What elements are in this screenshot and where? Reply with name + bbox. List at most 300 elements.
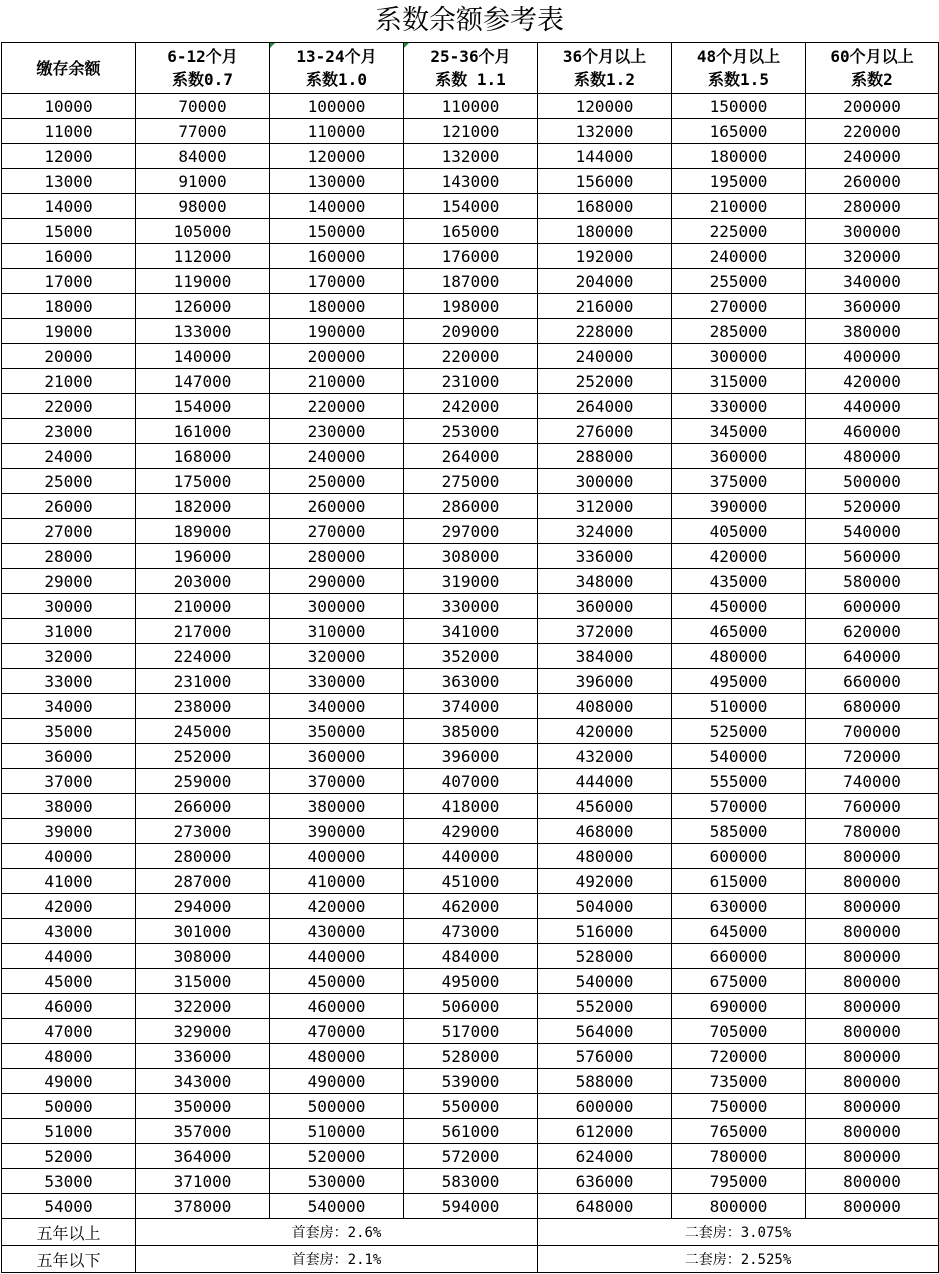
loan-amount-cell[interactable]: 800000 [806,919,939,944]
loan-amount-cell[interactable]: 506000 [404,994,538,1019]
loan-amount-cell[interactable]: 396000 [538,669,672,694]
loan-amount-cell[interactable]: 144000 [538,144,672,169]
balance-cell[interactable]: 30000 [2,594,136,619]
balance-cell[interactable]: 37000 [2,769,136,794]
loan-amount-cell[interactable]: 800000 [672,1194,806,1219]
balance-cell[interactable]: 45000 [2,969,136,994]
loan-amount-cell[interactable]: 200000 [270,344,404,369]
loan-amount-cell[interactable]: 270000 [672,294,806,319]
balance-cell[interactable]: 39000 [2,819,136,844]
loan-amount-cell[interactable]: 133000 [136,319,270,344]
balance-cell[interactable]: 27000 [2,519,136,544]
loan-amount-cell[interactable]: 528000 [538,944,672,969]
loan-amount-cell[interactable]: 735000 [672,1069,806,1094]
loan-amount-cell[interactable]: 525000 [672,719,806,744]
loan-amount-cell[interactable]: 800000 [806,944,939,969]
loan-amount-cell[interactable]: 357000 [136,1119,270,1144]
loan-amount-cell[interactable]: 456000 [538,794,672,819]
loan-amount-cell[interactable]: 540000 [672,744,806,769]
loan-amount-cell[interactable]: 520000 [806,494,939,519]
loan-amount-cell[interactable]: 660000 [806,669,939,694]
loan-amount-cell[interactable]: 517000 [404,1019,538,1044]
loan-amount-cell[interactable]: 800000 [806,869,939,894]
loan-amount-cell[interactable]: 324000 [538,519,672,544]
footer-label[interactable]: 五年以上 [2,1219,136,1246]
loan-amount-cell[interactable]: 516000 [538,919,672,944]
loan-amount-cell[interactable]: 372000 [538,619,672,644]
loan-amount-cell[interactable]: 276000 [538,419,672,444]
footer-label[interactable]: 五年以下 [2,1246,136,1273]
loan-amount-cell[interactable]: 780000 [806,819,939,844]
loan-amount-cell[interactable]: 252000 [538,369,672,394]
loan-amount-cell[interactable]: 583000 [404,1169,538,1194]
loan-amount-cell[interactable]: 98000 [136,194,270,219]
loan-amount-cell[interactable]: 220000 [404,344,538,369]
loan-amount-cell[interactable]: 385000 [404,719,538,744]
loan-amount-cell[interactable]: 301000 [136,919,270,944]
loan-amount-cell[interactable]: 330000 [672,394,806,419]
loan-amount-cell[interactable]: 290000 [270,569,404,594]
header-col-6[interactable]: 60个月以上 系数2 [806,43,939,94]
balance-cell[interactable]: 28000 [2,544,136,569]
balance-cell[interactable]: 53000 [2,1169,136,1194]
loan-amount-cell[interactable]: 308000 [136,944,270,969]
loan-amount-cell[interactable]: 280000 [136,844,270,869]
loan-amount-cell[interactable]: 460000 [270,994,404,1019]
loan-amount-cell[interactable]: 204000 [538,269,672,294]
loan-amount-cell[interactable]: 343000 [136,1069,270,1094]
loan-amount-cell[interactable]: 600000 [672,844,806,869]
loan-amount-cell[interactable]: 220000 [806,119,939,144]
loan-amount-cell[interactable]: 408000 [538,694,672,719]
second-home-rate[interactable]: 二套房：2.525% [538,1246,939,1273]
loan-amount-cell[interactable]: 260000 [806,169,939,194]
loan-amount-cell[interactable]: 105000 [136,219,270,244]
loan-amount-cell[interactable]: 680000 [806,694,939,719]
loan-amount-cell[interactable]: 192000 [538,244,672,269]
loan-amount-cell[interactable]: 396000 [404,744,538,769]
balance-cell[interactable]: 13000 [2,169,136,194]
loan-amount-cell[interactable]: 224000 [136,644,270,669]
loan-amount-cell[interactable]: 720000 [806,744,939,769]
loan-amount-cell[interactable]: 720000 [672,1044,806,1069]
loan-amount-cell[interactable]: 400000 [270,844,404,869]
loan-amount-cell[interactable]: 84000 [136,144,270,169]
loan-amount-cell[interactable]: 154000 [404,194,538,219]
loan-amount-cell[interactable]: 312000 [538,494,672,519]
loan-amount-cell[interactable]: 780000 [672,1144,806,1169]
loan-amount-cell[interactable]: 800000 [806,894,939,919]
loan-amount-cell[interactable]: 460000 [806,419,939,444]
balance-cell[interactable]: 35000 [2,719,136,744]
loan-amount-cell[interactable]: 800000 [806,1169,939,1194]
loan-amount-cell[interactable]: 420000 [538,719,672,744]
balance-cell[interactable]: 44000 [2,944,136,969]
loan-amount-cell[interactable]: 576000 [538,1044,672,1069]
loan-amount-cell[interactable]: 510000 [672,694,806,719]
loan-amount-cell[interactable]: 380000 [806,319,939,344]
loan-amount-cell[interactable]: 198000 [404,294,538,319]
loan-amount-cell[interactable]: 330000 [270,669,404,694]
loan-amount-cell[interactable]: 540000 [806,519,939,544]
loan-amount-cell[interactable]: 570000 [672,794,806,819]
loan-amount-cell[interactable]: 190000 [270,319,404,344]
loan-amount-cell[interactable]: 329000 [136,1019,270,1044]
balance-cell[interactable]: 24000 [2,444,136,469]
loan-amount-cell[interactable]: 500000 [806,469,939,494]
loan-amount-cell[interactable]: 572000 [404,1144,538,1169]
loan-amount-cell[interactable]: 760000 [806,794,939,819]
loan-amount-cell[interactable]: 242000 [404,394,538,419]
loan-amount-cell[interactable]: 240000 [538,344,672,369]
loan-amount-cell[interactable]: 300000 [270,594,404,619]
loan-amount-cell[interactable]: 150000 [672,94,806,119]
loan-amount-cell[interactable]: 371000 [136,1169,270,1194]
balance-cell[interactable]: 12000 [2,144,136,169]
loan-amount-cell[interactable]: 253000 [404,419,538,444]
loan-amount-cell[interactable]: 250000 [270,469,404,494]
loan-amount-cell[interactable]: 800000 [806,969,939,994]
loan-amount-cell[interactable]: 182000 [136,494,270,519]
loan-amount-cell[interactable]: 490000 [270,1069,404,1094]
loan-amount-cell[interactable]: 800000 [806,1094,939,1119]
loan-amount-cell[interactable]: 70000 [136,94,270,119]
loan-amount-cell[interactable]: 705000 [672,1019,806,1044]
loan-amount-cell[interactable]: 252000 [136,744,270,769]
balance-cell[interactable]: 32000 [2,644,136,669]
loan-amount-cell[interactable]: 405000 [672,519,806,544]
loan-amount-cell[interactable]: 245000 [136,719,270,744]
loan-amount-cell[interactable]: 480000 [672,644,806,669]
loan-amount-cell[interactable]: 147000 [136,369,270,394]
loan-amount-cell[interactable]: 374000 [404,694,538,719]
loan-amount-cell[interactable]: 180000 [672,144,806,169]
loan-amount-cell[interactable]: 468000 [538,819,672,844]
loan-amount-cell[interactable]: 300000 [806,219,939,244]
loan-amount-cell[interactable]: 120000 [538,94,672,119]
loan-amount-cell[interactable]: 430000 [270,919,404,944]
loan-amount-cell[interactable]: 435000 [672,569,806,594]
loan-amount-cell[interactable]: 270000 [270,519,404,544]
loan-amount-cell[interactable]: 240000 [672,244,806,269]
loan-amount-cell[interactable]: 210000 [270,369,404,394]
loan-amount-cell[interactable]: 561000 [404,1119,538,1144]
loan-amount-cell[interactable]: 132000 [404,144,538,169]
loan-amount-cell[interactable]: 588000 [538,1069,672,1094]
balance-cell[interactable]: 17000 [2,269,136,294]
loan-amount-cell[interactable]: 795000 [672,1169,806,1194]
loan-amount-cell[interactable]: 800000 [806,1119,939,1144]
loan-amount-cell[interactable]: 560000 [806,544,939,569]
loan-amount-cell[interactable]: 175000 [136,469,270,494]
balance-cell[interactable]: 52000 [2,1144,136,1169]
loan-amount-cell[interactable]: 540000 [270,1194,404,1219]
loan-amount-cell[interactable]: 288000 [538,444,672,469]
loan-amount-cell[interactable]: 210000 [136,594,270,619]
loan-amount-cell[interactable]: 360000 [672,444,806,469]
loan-amount-cell[interactable]: 800000 [806,1194,939,1219]
loan-amount-cell[interactable]: 112000 [136,244,270,269]
loan-amount-cell[interactable]: 217000 [136,619,270,644]
loan-amount-cell[interactable]: 322000 [136,994,270,1019]
loan-amount-cell[interactable]: 585000 [672,819,806,844]
loan-amount-cell[interactable]: 510000 [270,1119,404,1144]
loan-amount-cell[interactable]: 168000 [538,194,672,219]
loan-amount-cell[interactable]: 180000 [270,294,404,319]
loan-amount-cell[interactable]: 450000 [672,594,806,619]
loan-amount-cell[interactable]: 285000 [672,319,806,344]
loan-amount-cell[interactable]: 119000 [136,269,270,294]
loan-amount-cell[interactable]: 432000 [538,744,672,769]
loan-amount-cell[interactable]: 800000 [806,994,939,1019]
loan-amount-cell[interactable]: 495000 [404,969,538,994]
balance-cell[interactable]: 21000 [2,369,136,394]
loan-amount-cell[interactable]: 255000 [672,269,806,294]
balance-cell[interactable]: 18000 [2,294,136,319]
loan-amount-cell[interactable]: 360000 [806,294,939,319]
loan-amount-cell[interactable]: 210000 [672,194,806,219]
loan-amount-cell[interactable]: 161000 [136,419,270,444]
loan-amount-cell[interactable]: 280000 [806,194,939,219]
loan-amount-cell[interactable]: 220000 [270,394,404,419]
loan-amount-cell[interactable]: 287000 [136,869,270,894]
header-col-3[interactable]: 25-36个月 系数 1.1 [404,43,538,94]
loan-amount-cell[interactable]: 126000 [136,294,270,319]
loan-amount-cell[interactable]: 740000 [806,769,939,794]
loan-amount-cell[interactable]: 330000 [404,594,538,619]
loan-amount-cell[interactable]: 504000 [538,894,672,919]
loan-amount-cell[interactable]: 440000 [806,394,939,419]
loan-amount-cell[interactable]: 240000 [806,144,939,169]
loan-amount-cell[interactable]: 209000 [404,319,538,344]
balance-cell[interactable]: 47000 [2,1019,136,1044]
loan-amount-cell[interactable]: 120000 [270,144,404,169]
balance-cell[interactable]: 40000 [2,844,136,869]
loan-amount-cell[interactable]: 420000 [270,894,404,919]
balance-cell[interactable]: 26000 [2,494,136,519]
loan-amount-cell[interactable]: 160000 [270,244,404,269]
loan-amount-cell[interactable]: 364000 [136,1144,270,1169]
balance-cell[interactable]: 46000 [2,994,136,1019]
balance-cell[interactable]: 14000 [2,194,136,219]
loan-amount-cell[interactable]: 350000 [136,1094,270,1119]
loan-amount-cell[interactable]: 154000 [136,394,270,419]
loan-amount-cell[interactable]: 450000 [270,969,404,994]
loan-amount-cell[interactable]: 231000 [136,669,270,694]
loan-amount-cell[interactable]: 473000 [404,919,538,944]
balance-cell[interactable]: 54000 [2,1194,136,1219]
loan-amount-cell[interactable]: 612000 [538,1119,672,1144]
first-home-rate[interactable]: 首套房：2.6% [136,1219,538,1246]
loan-amount-cell[interactable]: 300000 [672,344,806,369]
loan-amount-cell[interactable]: 130000 [270,169,404,194]
balance-cell[interactable]: 16000 [2,244,136,269]
loan-amount-cell[interactable]: 492000 [538,869,672,894]
loan-amount-cell[interactable]: 216000 [538,294,672,319]
loan-amount-cell[interactable]: 645000 [672,919,806,944]
balance-cell[interactable]: 23000 [2,419,136,444]
loan-amount-cell[interactable]: 462000 [404,894,538,919]
loan-amount-cell[interactable]: 165000 [672,119,806,144]
loan-amount-cell[interactable]: 540000 [538,969,672,994]
loan-amount-cell[interactable]: 418000 [404,794,538,819]
loan-amount-cell[interactable]: 480000 [270,1044,404,1069]
loan-amount-cell[interactable]: 140000 [136,344,270,369]
balance-cell[interactable]: 31000 [2,619,136,644]
loan-amount-cell[interactable]: 552000 [538,994,672,1019]
loan-amount-cell[interactable]: 91000 [136,169,270,194]
loan-amount-cell[interactable]: 480000 [806,444,939,469]
loan-amount-cell[interactable]: 440000 [270,944,404,969]
loan-amount-cell[interactable]: 259000 [136,769,270,794]
loan-amount-cell[interactable]: 690000 [672,994,806,1019]
loan-amount-cell[interactable]: 390000 [672,494,806,519]
loan-amount-cell[interactable]: 480000 [538,844,672,869]
loan-amount-cell[interactable]: 384000 [538,644,672,669]
balance-cell[interactable]: 34000 [2,694,136,719]
loan-amount-cell[interactable]: 465000 [672,619,806,644]
loan-amount-cell[interactable]: 320000 [270,644,404,669]
loan-amount-cell[interactable]: 180000 [538,219,672,244]
loan-amount-cell[interactable]: 340000 [806,269,939,294]
loan-amount-cell[interactable]: 348000 [538,569,672,594]
loan-amount-cell[interactable]: 308000 [404,544,538,569]
loan-amount-cell[interactable]: 495000 [672,669,806,694]
loan-amount-cell[interactable]: 380000 [270,794,404,819]
balance-cell[interactable]: 11000 [2,119,136,144]
loan-amount-cell[interactable]: 203000 [136,569,270,594]
first-home-rate[interactable]: 首套房：2.1% [136,1246,538,1273]
balance-cell[interactable]: 25000 [2,469,136,494]
loan-amount-cell[interactable]: 140000 [270,194,404,219]
loan-amount-cell[interactable]: 238000 [136,694,270,719]
loan-amount-cell[interactable]: 350000 [270,719,404,744]
loan-amount-cell[interactable]: 280000 [270,544,404,569]
balance-cell[interactable]: 43000 [2,919,136,944]
loan-amount-cell[interactable]: 700000 [806,719,939,744]
loan-amount-cell[interactable]: 132000 [538,119,672,144]
loan-amount-cell[interactable]: 230000 [270,419,404,444]
loan-amount-cell[interactable]: 390000 [270,819,404,844]
loan-amount-cell[interactable]: 500000 [270,1094,404,1119]
balance-cell[interactable]: 49000 [2,1069,136,1094]
header-col-2[interactable]: 13-24个月 系数1.0 [270,43,404,94]
balance-cell[interactable]: 19000 [2,319,136,344]
loan-amount-cell[interactable]: 315000 [136,969,270,994]
loan-amount-cell[interactable]: 444000 [538,769,672,794]
loan-amount-cell[interactable]: 336000 [136,1044,270,1069]
loan-amount-cell[interactable]: 594000 [404,1194,538,1219]
loan-amount-cell[interactable]: 363000 [404,669,538,694]
balance-cell[interactable]: 29000 [2,569,136,594]
loan-amount-cell[interactable]: 320000 [806,244,939,269]
loan-amount-cell[interactable]: 539000 [404,1069,538,1094]
loan-amount-cell[interactable]: 225000 [672,219,806,244]
loan-amount-cell[interactable]: 143000 [404,169,538,194]
loan-amount-cell[interactable]: 370000 [270,769,404,794]
balance-cell[interactable]: 20000 [2,344,136,369]
balance-cell[interactable]: 38000 [2,794,136,819]
balance-cell[interactable]: 51000 [2,1119,136,1144]
loan-amount-cell[interactable]: 800000 [806,844,939,869]
loan-amount-cell[interactable]: 360000 [270,744,404,769]
loan-amount-cell[interactable]: 640000 [806,644,939,669]
loan-amount-cell[interactable]: 800000 [806,1044,939,1069]
loan-amount-cell[interactable]: 240000 [270,444,404,469]
loan-amount-cell[interactable]: 440000 [404,844,538,869]
balance-cell[interactable]: 15000 [2,219,136,244]
loan-amount-cell[interactable]: 470000 [270,1019,404,1044]
loan-amount-cell[interactable]: 530000 [270,1169,404,1194]
loan-amount-cell[interactable]: 264000 [404,444,538,469]
header-col-5[interactable]: 48个月以上 系数1.5 [672,43,806,94]
loan-amount-cell[interactable]: 168000 [136,444,270,469]
balance-cell[interactable]: 10000 [2,94,136,119]
header-col-4[interactable]: 36个月以上 系数1.2 [538,43,672,94]
loan-amount-cell[interactable]: 636000 [538,1169,672,1194]
loan-amount-cell[interactable]: 165000 [404,219,538,244]
loan-amount-cell[interactable]: 187000 [404,269,538,294]
loan-amount-cell[interactable]: 620000 [806,619,939,644]
loan-amount-cell[interactable]: 555000 [672,769,806,794]
second-home-rate[interactable]: 二套房：3.075% [538,1219,939,1246]
loan-amount-cell[interactable]: 176000 [404,244,538,269]
loan-amount-cell[interactable]: 266000 [136,794,270,819]
header-col-1[interactable]: 6-12个月 系数0.7 [136,43,270,94]
loan-amount-cell[interactable]: 341000 [404,619,538,644]
loan-amount-cell[interactable]: 550000 [404,1094,538,1119]
loan-amount-cell[interactable]: 410000 [270,869,404,894]
balance-cell[interactable]: 42000 [2,894,136,919]
loan-amount-cell[interactable]: 360000 [538,594,672,619]
loan-amount-cell[interactable]: 340000 [270,694,404,719]
loan-amount-cell[interactable]: 195000 [672,169,806,194]
loan-amount-cell[interactable]: 648000 [538,1194,672,1219]
loan-amount-cell[interactable]: 580000 [806,569,939,594]
balance-cell[interactable]: 22000 [2,394,136,419]
loan-amount-cell[interactable]: 600000 [806,594,939,619]
loan-amount-cell[interactable]: 196000 [136,544,270,569]
loan-amount-cell[interactable]: 156000 [538,169,672,194]
balance-cell[interactable]: 48000 [2,1044,136,1069]
balance-cell[interactable]: 41000 [2,869,136,894]
loan-amount-cell[interactable]: 520000 [270,1144,404,1169]
loan-amount-cell[interactable]: 378000 [136,1194,270,1219]
loan-amount-cell[interactable]: 624000 [538,1144,672,1169]
loan-amount-cell[interactable]: 228000 [538,319,672,344]
loan-amount-cell[interactable]: 319000 [404,569,538,594]
loan-amount-cell[interactable]: 400000 [806,344,939,369]
loan-amount-cell[interactable]: 260000 [270,494,404,519]
header-balance[interactable]: 缴存余额 [2,43,136,94]
loan-amount-cell[interactable]: 800000 [806,1069,939,1094]
loan-amount-cell[interactable]: 310000 [270,619,404,644]
loan-amount-cell[interactable]: 660000 [672,944,806,969]
loan-amount-cell[interactable]: 630000 [672,894,806,919]
loan-amount-cell[interactable]: 100000 [270,94,404,119]
loan-amount-cell[interactable]: 564000 [538,1019,672,1044]
loan-amount-cell[interactable]: 170000 [270,269,404,294]
loan-amount-cell[interactable]: 150000 [270,219,404,244]
loan-amount-cell[interactable]: 77000 [136,119,270,144]
loan-amount-cell[interactable]: 297000 [404,519,538,544]
loan-amount-cell[interactable]: 300000 [538,469,672,494]
loan-amount-cell[interactable]: 407000 [404,769,538,794]
loan-amount-cell[interactable]: 315000 [672,369,806,394]
loan-amount-cell[interactable]: 200000 [806,94,939,119]
loan-amount-cell[interactable]: 273000 [136,819,270,844]
loan-amount-cell[interactable]: 429000 [404,819,538,844]
